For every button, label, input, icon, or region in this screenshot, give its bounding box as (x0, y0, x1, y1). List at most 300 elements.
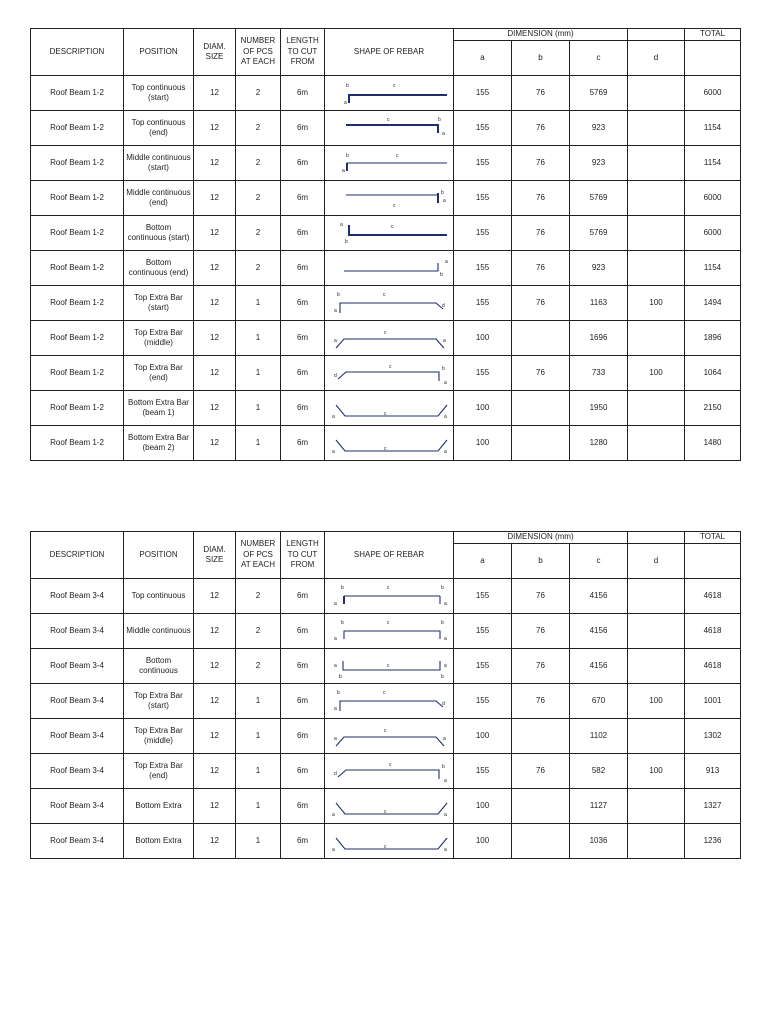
dim-b-cell: 76 (512, 76, 570, 111)
header-length-to-cut: LENGTH TO CUT FROM (281, 29, 325, 76)
shape-cell (325, 321, 454, 356)
total-cell: 1896 (685, 321, 741, 356)
header-total-blank (685, 544, 741, 579)
shape-cell (325, 754, 454, 789)
diam-size-cell: 12 (194, 76, 236, 111)
dim-a-cell: 155 (454, 181, 512, 216)
svg-text:b: b (442, 764, 445, 770)
svg-text:a: a (334, 736, 337, 742)
svg-text:a: a (444, 636, 447, 642)
svg-text:c: c (383, 690, 386, 696)
total-cell: 1480 (685, 426, 741, 461)
shape-cell (325, 824, 454, 859)
length-cell: 6m (281, 614, 325, 649)
total-cell: 1494 (685, 286, 741, 321)
length-cell: 6m (281, 649, 325, 684)
dim-d-cell (628, 76, 685, 111)
svg-text:c: c (396, 153, 399, 159)
diam-size-cell: 12 (194, 111, 236, 146)
position-cell: Bottom continuous (start) (124, 216, 194, 251)
description-cell: Roof Beam 1-2 (31, 181, 124, 216)
dim-b-cell (512, 789, 570, 824)
diam-size-cell: 12 (194, 789, 236, 824)
header-position: POSITION (124, 29, 194, 76)
diam-size-cell: 12 (194, 684, 236, 719)
dim-a-cell: 100 (454, 391, 512, 426)
description-cell: Roof Beam 3-4 (31, 649, 124, 684)
length-cell: 6m (281, 824, 325, 859)
position-cell: Top continuous (end) (124, 111, 194, 146)
dim-a-cell: 155 (454, 754, 512, 789)
diam-size-cell: 12 (194, 824, 236, 859)
position-cell: Top Extra Bar (start) (124, 286, 194, 321)
length-cell: 6m (281, 181, 325, 216)
diam-size-cell: 12 (194, 286, 236, 321)
header-total: TOTAL (685, 29, 741, 41)
dim-d-cell (628, 789, 685, 824)
dim-b-cell: 76 (512, 111, 570, 146)
svg-text:b: b (440, 272, 443, 278)
description-cell: Roof Beam 1-2 (31, 321, 124, 356)
diam-size-cell: 12 (194, 754, 236, 789)
header-dimension: DIMENSION (mm) (454, 532, 628, 544)
pcs-cell: 2 (236, 111, 281, 146)
svg-text:d: d (334, 373, 337, 379)
dim-a-cell: 155 (454, 216, 512, 251)
header-number-of-pcs: NUMBER OF PCS AT EACH (236, 532, 281, 579)
pcs-cell: 2 (236, 251, 281, 286)
diam-size-cell: 12 (194, 181, 236, 216)
total-cell: 1236 (685, 824, 741, 859)
position-cell: Top Extra Bar (start) (124, 684, 194, 719)
shape-cell (325, 111, 454, 146)
svg-text:a: a (444, 380, 447, 386)
diam-size-cell: 12 (194, 719, 236, 754)
svg-text:a: a (444, 812, 447, 818)
rebar-shape-diagram (327, 216, 455, 250)
total-cell: 1327 (685, 789, 741, 824)
rebar-schedule-table-1 (30, 28, 741, 461)
length-cell: 6m (281, 579, 325, 614)
dim-c-cell: 4156 (570, 614, 628, 649)
dim-c-cell: 923 (570, 146, 628, 181)
header-blank (628, 29, 685, 41)
shape-cell (325, 251, 454, 286)
dim-d-cell (628, 649, 685, 684)
length-cell: 6m (281, 754, 325, 789)
svg-text:a: a (340, 222, 343, 228)
dim-b-cell: 76 (512, 579, 570, 614)
shape-cell (325, 649, 454, 684)
table-row (31, 789, 741, 824)
svg-text:a: a (444, 663, 447, 669)
table-row (31, 614, 741, 649)
header-dim-c: c (570, 544, 628, 579)
table-row (31, 824, 741, 859)
svg-text:b: b (341, 620, 344, 626)
svg-text:b: b (341, 585, 344, 591)
description-cell: Roof Beam 1-2 (31, 286, 124, 321)
rebar-shape-diagram (327, 111, 455, 145)
dim-d-cell (628, 111, 685, 146)
svg-text:c: c (387, 620, 390, 626)
svg-text:c: c (384, 844, 387, 850)
table-row (31, 76, 741, 111)
rebar-shape-diagram (327, 321, 455, 355)
header-length-to-cut: LENGTH TO CUT FROM (281, 532, 325, 579)
description-cell: Roof Beam 3-4 (31, 754, 124, 789)
header-position: POSITION (124, 532, 194, 579)
total-cell: 1154 (685, 146, 741, 181)
dim-d-cell (628, 719, 685, 754)
svg-text:b: b (441, 620, 444, 626)
rebar-shape-diagram (327, 649, 455, 683)
dim-d-cell (628, 824, 685, 859)
total-cell: 4618 (685, 649, 741, 684)
diam-size-cell: 12 (194, 579, 236, 614)
rebar-shape-diagram (327, 391, 455, 425)
svg-text:a: a (332, 449, 335, 455)
rebar-shape-diagram (327, 356, 455, 390)
description-cell: Roof Beam 1-2 (31, 76, 124, 111)
rebar-shape-diagram (327, 684, 455, 718)
rebar-shape-diagram (327, 76, 455, 110)
svg-text:b: b (438, 117, 441, 123)
description-cell: Roof Beam 3-4 (31, 789, 124, 824)
length-cell: 6m (281, 356, 325, 391)
table-row (31, 181, 741, 216)
svg-text:a: a (332, 847, 335, 853)
svg-text:a: a (443, 736, 446, 742)
pcs-cell: 2 (236, 216, 281, 251)
dim-d-cell (628, 391, 685, 426)
header-blank (628, 532, 685, 544)
header-diam-size: DIAM. SIZE (194, 532, 236, 579)
pcs-cell: 2 (236, 146, 281, 181)
table-row (31, 216, 741, 251)
svg-text:a: a (332, 414, 335, 420)
pcs-cell: 1 (236, 789, 281, 824)
dim-c-cell: 582 (570, 754, 628, 789)
dim-a-cell: 155 (454, 684, 512, 719)
total-cell: 6000 (685, 76, 741, 111)
total-cell: 2150 (685, 391, 741, 426)
diam-size-cell: 12 (194, 614, 236, 649)
rebar-shape-diagram (327, 789, 455, 823)
dim-a-cell: 100 (454, 789, 512, 824)
svg-text:b: b (346, 83, 349, 89)
position-cell: Top Extra Bar (end) (124, 356, 194, 391)
dim-c-cell: 5769 (570, 216, 628, 251)
table-row (31, 426, 741, 461)
dim-c-cell: 5769 (570, 76, 628, 111)
svg-text:c: c (387, 663, 390, 669)
dim-c-cell: 1036 (570, 824, 628, 859)
position-cell: Bottom continuous (124, 649, 194, 684)
position-cell: Bottom Extra Bar (beam 1) (124, 391, 194, 426)
dim-c-cell: 1950 (570, 391, 628, 426)
dim-c-cell: 733 (570, 356, 628, 391)
dim-a-cell: 155 (454, 251, 512, 286)
svg-text:b: b (441, 585, 444, 591)
description-cell: Roof Beam 1-2 (31, 426, 124, 461)
dim-d-cell (628, 181, 685, 216)
header-total: TOTAL (685, 532, 741, 544)
position-cell: Top Extra Bar (middle) (124, 321, 194, 356)
dim-a-cell: 155 (454, 614, 512, 649)
shape-cell (325, 216, 454, 251)
svg-text:a: a (444, 778, 447, 784)
svg-text:c: c (393, 203, 396, 209)
diam-size-cell: 12 (194, 356, 236, 391)
dim-b-cell: 76 (512, 251, 570, 286)
table-row (31, 321, 741, 356)
table-row (31, 356, 741, 391)
shape-cell (325, 789, 454, 824)
dim-d-cell (628, 579, 685, 614)
dim-c-cell: 5769 (570, 181, 628, 216)
length-cell: 6m (281, 789, 325, 824)
dim-b-cell (512, 719, 570, 754)
description-cell: Roof Beam 3-4 (31, 684, 124, 719)
dim-b-cell: 76 (512, 684, 570, 719)
svg-text:c: c (384, 728, 387, 734)
svg-text:b: b (442, 366, 445, 372)
header-dim-d: d (628, 544, 685, 579)
dim-c-cell: 1696 (570, 321, 628, 356)
rebar-shape-diagram (327, 719, 455, 753)
total-cell: 1302 (685, 719, 741, 754)
dim-b-cell (512, 426, 570, 461)
dim-c-cell: 1280 (570, 426, 628, 461)
diam-size-cell: 12 (194, 391, 236, 426)
description-cell: Roof Beam 3-4 (31, 614, 124, 649)
svg-text:a: a (444, 847, 447, 853)
diam-size-cell: 12 (194, 426, 236, 461)
dim-a-cell: 100 (454, 824, 512, 859)
diam-size-cell: 12 (194, 216, 236, 251)
dim-a-cell: 155 (454, 76, 512, 111)
table-row (31, 579, 741, 614)
dim-b-cell: 76 (512, 754, 570, 789)
diam-size-cell: 12 (194, 251, 236, 286)
svg-text:a: a (444, 601, 447, 607)
table-row (31, 649, 741, 684)
dim-d-cell: 100 (628, 356, 685, 391)
table-row (31, 111, 741, 146)
position-cell: Bottom Extra Bar (beam 2) (124, 426, 194, 461)
header-dim-b: b (512, 41, 570, 76)
length-cell: 6m (281, 251, 325, 286)
svg-text:a: a (342, 168, 345, 174)
svg-text:d: d (442, 303, 445, 309)
total-cell: 4618 (685, 579, 741, 614)
svg-text:c: c (384, 809, 387, 815)
diam-size-cell: 12 (194, 146, 236, 181)
svg-text:c: c (383, 292, 386, 298)
dim-d-cell (628, 216, 685, 251)
header-description: DESCRIPTION (31, 532, 124, 579)
svg-text:c: c (389, 364, 392, 370)
shape-cell (325, 356, 454, 391)
length-cell: 6m (281, 719, 325, 754)
position-cell: Bottom continuous (end) (124, 251, 194, 286)
header-shape-of-rebar: SHAPE OF REBAR (325, 532, 454, 579)
shape-cell (325, 146, 454, 181)
dim-d-cell (628, 614, 685, 649)
description-cell: Roof Beam 1-2 (31, 356, 124, 391)
description-cell: Roof Beam 1-2 (31, 216, 124, 251)
description-cell: Roof Beam 1-2 (31, 391, 124, 426)
svg-text:b: b (337, 292, 340, 298)
dim-a-cell: 100 (454, 719, 512, 754)
header-dimension: DIMENSION (mm) (454, 29, 628, 41)
svg-text:c: c (387, 117, 390, 123)
svg-text:c: c (384, 446, 387, 452)
dim-d-cell (628, 321, 685, 356)
length-cell: 6m (281, 286, 325, 321)
dim-c-cell: 670 (570, 684, 628, 719)
table-row (31, 251, 741, 286)
description-cell: Roof Beam 1-2 (31, 251, 124, 286)
dim-a-cell: 100 (454, 321, 512, 356)
pcs-cell: 1 (236, 426, 281, 461)
header-number-of-pcs: NUMBER OF PCS AT EACH (236, 29, 281, 76)
table-row (31, 754, 741, 789)
svg-text:a: a (334, 663, 337, 669)
svg-text:c: c (391, 224, 394, 230)
svg-text:a: a (334, 308, 337, 314)
total-cell: 6000 (685, 216, 741, 251)
svg-text:c: c (393, 83, 396, 89)
dim-c-cell: 923 (570, 111, 628, 146)
svg-text:b: b (441, 674, 444, 680)
table-row (31, 684, 741, 719)
svg-text:a: a (442, 131, 445, 137)
dim-a-cell: 155 (454, 146, 512, 181)
diam-size-cell: 12 (194, 649, 236, 684)
dim-d-cell (628, 251, 685, 286)
pcs-cell: 2 (236, 649, 281, 684)
dim-d-cell (628, 426, 685, 461)
total-cell: 1154 (685, 111, 741, 146)
pcs-cell: 1 (236, 824, 281, 859)
svg-text:b: b (337, 690, 340, 696)
pcs-cell: 1 (236, 719, 281, 754)
svg-text:c: c (384, 330, 387, 336)
svg-text:a: a (332, 812, 335, 818)
diam-size-cell: 12 (194, 321, 236, 356)
length-cell: 6m (281, 111, 325, 146)
svg-text:a: a (443, 198, 446, 204)
length-cell: 6m (281, 684, 325, 719)
dim-a-cell: 155 (454, 111, 512, 146)
pcs-cell: 1 (236, 391, 281, 426)
rebar-shape-diagram (327, 181, 455, 215)
dim-a-cell: 100 (454, 426, 512, 461)
position-cell: Middle continuous (end) (124, 181, 194, 216)
svg-text:c: c (387, 585, 390, 591)
total-cell: 6000 (685, 181, 741, 216)
dim-b-cell: 76 (512, 614, 570, 649)
svg-text:b: b (346, 153, 349, 159)
header-shape-of-rebar: SHAPE OF REBAR (325, 29, 454, 76)
svg-text:a: a (334, 706, 337, 712)
header-dim-d: d (628, 41, 685, 76)
description-cell: Roof Beam 1-2 (31, 111, 124, 146)
dim-d-cell (628, 146, 685, 181)
dim-b-cell: 76 (512, 216, 570, 251)
svg-text:a: a (444, 414, 447, 420)
dim-d-cell: 100 (628, 286, 685, 321)
dim-c-cell: 1127 (570, 789, 628, 824)
svg-text:a: a (444, 449, 447, 455)
description-cell: Roof Beam 3-4 (31, 824, 124, 859)
svg-text:a: a (443, 338, 446, 344)
svg-text:c: c (384, 411, 387, 417)
rebar-shape-diagram (327, 251, 455, 285)
rebar-shape-diagram (327, 579, 455, 613)
svg-text:d: d (334, 771, 337, 777)
total-cell: 1064 (685, 356, 741, 391)
rebar-shape-diagram (327, 614, 455, 648)
position-cell: Top Extra Bar (end) (124, 754, 194, 789)
length-cell: 6m (281, 76, 325, 111)
dim-b-cell: 76 (512, 146, 570, 181)
description-cell: Roof Beam 3-4 (31, 719, 124, 754)
pcs-cell: 1 (236, 321, 281, 356)
pcs-cell: 1 (236, 286, 281, 321)
length-cell: 6m (281, 426, 325, 461)
shape-cell (325, 286, 454, 321)
dim-b-cell (512, 321, 570, 356)
pcs-cell: 2 (236, 181, 281, 216)
dim-a-cell: 155 (454, 356, 512, 391)
total-cell: 4618 (685, 614, 741, 649)
svg-text:b: b (339, 674, 342, 680)
header-dim-a: a (454, 544, 512, 579)
dim-a-cell: 155 (454, 579, 512, 614)
table-row (31, 286, 741, 321)
dim-b-cell: 76 (512, 181, 570, 216)
position-cell: Bottom Extra (124, 789, 194, 824)
header-dim-a: a (454, 41, 512, 76)
dim-d-cell: 100 (628, 684, 685, 719)
position-cell: Top continuous (start) (124, 76, 194, 111)
table-row (31, 146, 741, 181)
total-cell: 1001 (685, 684, 741, 719)
description-cell: Roof Beam 1-2 (31, 146, 124, 181)
svg-text:a: a (445, 259, 448, 265)
length-cell: 6m (281, 216, 325, 251)
position-cell: Bottom Extra (124, 824, 194, 859)
rebar-shape-diagram (327, 146, 455, 180)
shape-cell (325, 614, 454, 649)
dim-b-cell: 76 (512, 286, 570, 321)
shape-cell (325, 684, 454, 719)
length-cell: 6m (281, 321, 325, 356)
position-cell: Middle continuous (start) (124, 146, 194, 181)
rebar-shape-diagram (327, 754, 455, 788)
header-dim-c: c (570, 41, 628, 76)
dim-c-cell: 1163 (570, 286, 628, 321)
dim-c-cell: 4156 (570, 649, 628, 684)
dim-a-cell: 155 (454, 286, 512, 321)
rebar-schedule-table-2 (30, 531, 741, 859)
header-dim-b: b (512, 544, 570, 579)
header-diam-size: DIAM. SIZE (194, 29, 236, 76)
description-cell: Roof Beam 3-4 (31, 579, 124, 614)
